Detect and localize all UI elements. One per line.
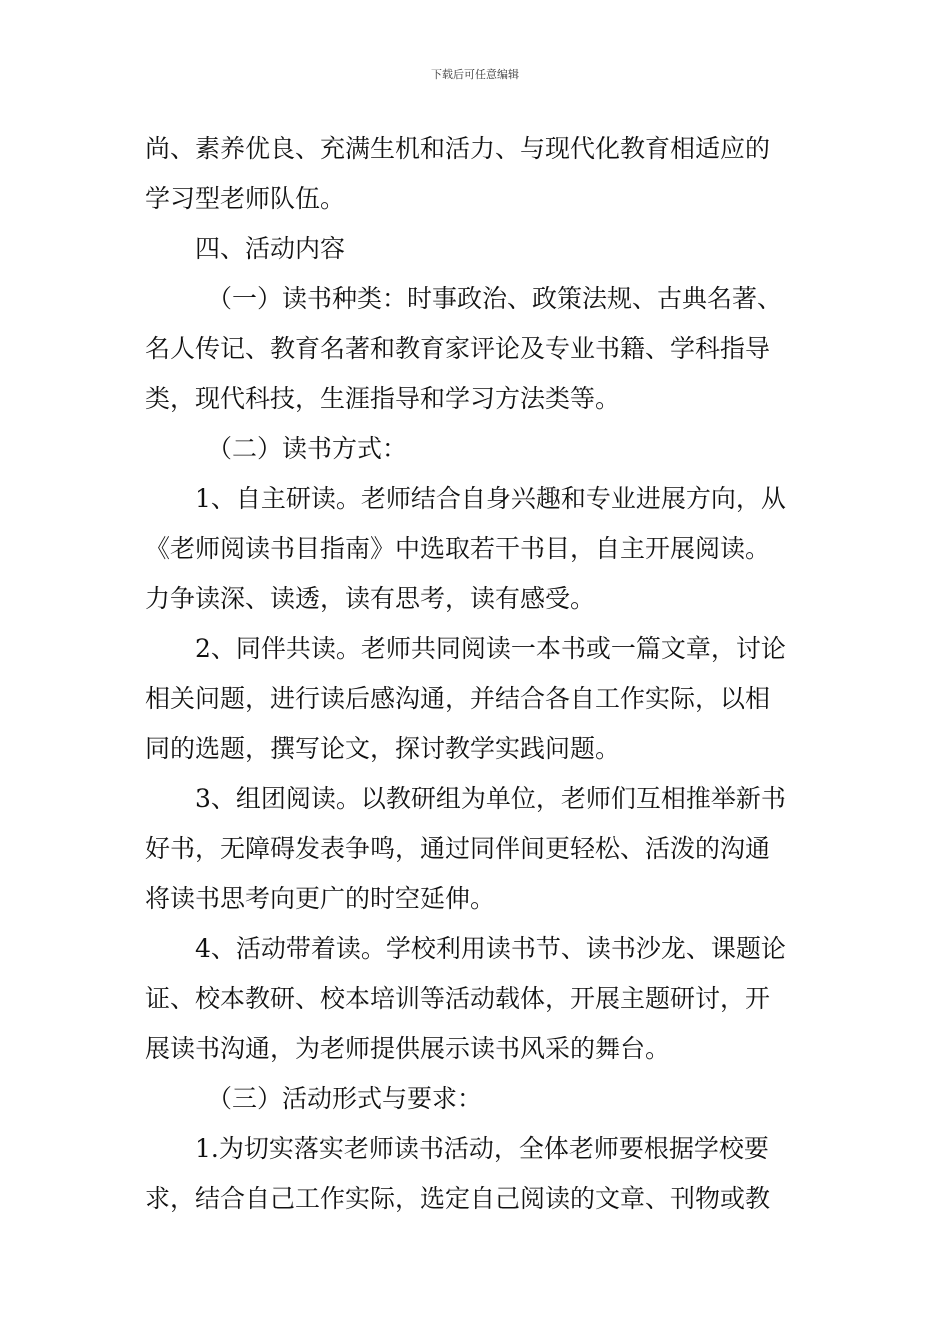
text-line: 展读书沟通，为老师提供展示读书风采的舞台。: [145, 1034, 671, 1063]
subsection-heading: （二）读书方式：: [207, 434, 408, 463]
text-line: 相关问题，进行读后感沟通，并结合各自工作实际，以相: [145, 684, 771, 713]
text-line: 学习型老师队伍。: [145, 184, 346, 213]
paragraph-start: 3、组团阅读。以教研组为单位，老师们互相推举新书: [195, 784, 786, 813]
text-line: 《老师阅读书目指南》中选取若干书目，自主开展阅读。: [145, 534, 771, 563]
subsection-heading: （一）读书种类：时事政治、政策法规、古典名著、: [207, 284, 783, 313]
paragraph-start: 2、同伴共读。老师共同阅读一本书或一篇文章，讨论: [195, 634, 786, 663]
paragraph-start: 1.为切实落实老师读书活动，全体老师要根据学校要: [195, 1134, 769, 1163]
subsection-heading: （三）活动形式与要求：: [207, 1084, 483, 1113]
text-line: 求，结合自己工作实际，选定自己阅读的文章、刊物或教: [145, 1184, 771, 1213]
text-line: 证、校本教研、校本培训等活动载体，开展主题研讨，开: [145, 984, 771, 1013]
text-line: 力争读深、读透，读有思考，读有感受。: [145, 584, 596, 613]
page-header-note: 下载后可任意编辑: [431, 68, 519, 81]
section-heading: 四、活动内容: [195, 234, 346, 263]
document-body: [145, 124, 810, 1224]
paragraph-start: 4、活动带着读。学校利用读书节、读书沙龙、课题论: [195, 934, 786, 963]
text-line: 尚、素养优良、充满生机和活力、与现代化教育相适应的: [145, 134, 771, 163]
text-line: 同的选题，撰写论文，探讨教学实践问题。: [145, 734, 621, 763]
text-line: 将读书思考向更广的时空延伸。: [145, 884, 496, 913]
text-line: 名人传记、教育名著和教育家评论及专业书籍、学科指导: [145, 334, 771, 363]
paragraph-start: 1、自主研读。老师结合自身兴趣和专业进展方向，从: [195, 484, 786, 513]
text-line: 类，现代科技，生涯指导和学习方法类等。: [145, 384, 621, 413]
text-line: 好书，无障碍发表争鸣，通过同伴间更轻松、活泼的沟通: [145, 834, 771, 863]
